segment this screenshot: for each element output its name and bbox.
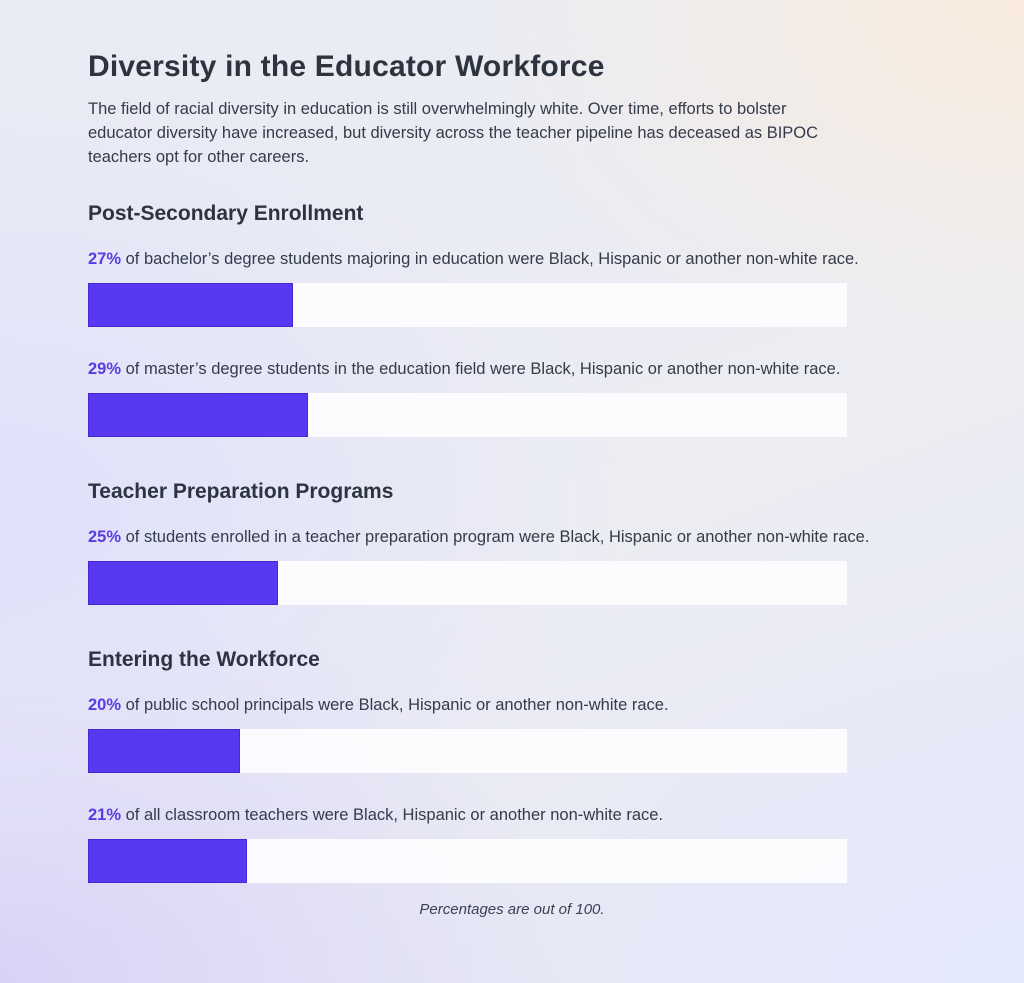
stat-bachelors [88,247,918,271]
bar-track-masters [88,393,847,437]
page-title: Diversity in the Educator Workforce [88,50,605,83]
stat-principals-percent: 20% [88,696,122,714]
section-heading-teacher-preparation: Teacher Preparation Programs [88,480,394,503]
bar-fill-teachers [88,839,247,883]
bar-fill-masters [88,393,308,437]
stat-teacher-prep [88,525,918,549]
stat-masters-text: of master’s degree students in the education field were Black, Hispanic or another non-white race. [121,360,841,378]
section-post-secondary-enrollment [88,201,1024,437]
bar-track-teachers [88,839,847,883]
stat-principals [88,693,918,717]
stat-bachelors-text: of bachelor’s degree students majoring in education were Black, Hispanic or another non-white race. [121,250,859,268]
section-teacher-preparation [88,479,1024,605]
stat-teacher-prep-percent: 25% [88,528,122,546]
section-heading-entering-workforce: Entering the Workforce [88,648,320,671]
bar-fill-principals [88,729,240,773]
bar-fill-teacher-prep [88,561,278,605]
bar-fill-bachelors [88,283,293,327]
stat-principals-text: of public school principals were Black, Hispanic or another non-white race. [121,696,669,714]
stat-teacher-prep-text: of students enrolled in a teacher preparation program were Black, Hispanic or another non-white race. [121,528,870,546]
stat-masters [88,357,918,381]
stat-teachers [88,803,918,827]
stat-masters-percent: 29% [88,360,122,378]
section-heading-post-secondary: Post-Secondary Enrollment [88,202,364,225]
stat-bachelors-percent: 27% [88,250,122,268]
stat-teachers-percent: 21% [88,806,122,824]
bar-track-teacher-prep [88,561,847,605]
stat-teachers-text: of all classroom teachers were Black, Hispanic or another non-white race. [121,806,664,824]
bar-track-principals [88,729,847,773]
bar-track-bachelors [88,283,847,327]
section-entering-workforce [88,647,1024,883]
intro-paragraph: The field of racial diversity in education is still overwhelmingly white. Over time, efforts to bolster educator diversity have increased, but diversity across the teacher pipeline has deceased as BIPOC teachers opt for other careers. [88,100,819,166]
footnote: Percentages are out of 100. [419,901,605,918]
